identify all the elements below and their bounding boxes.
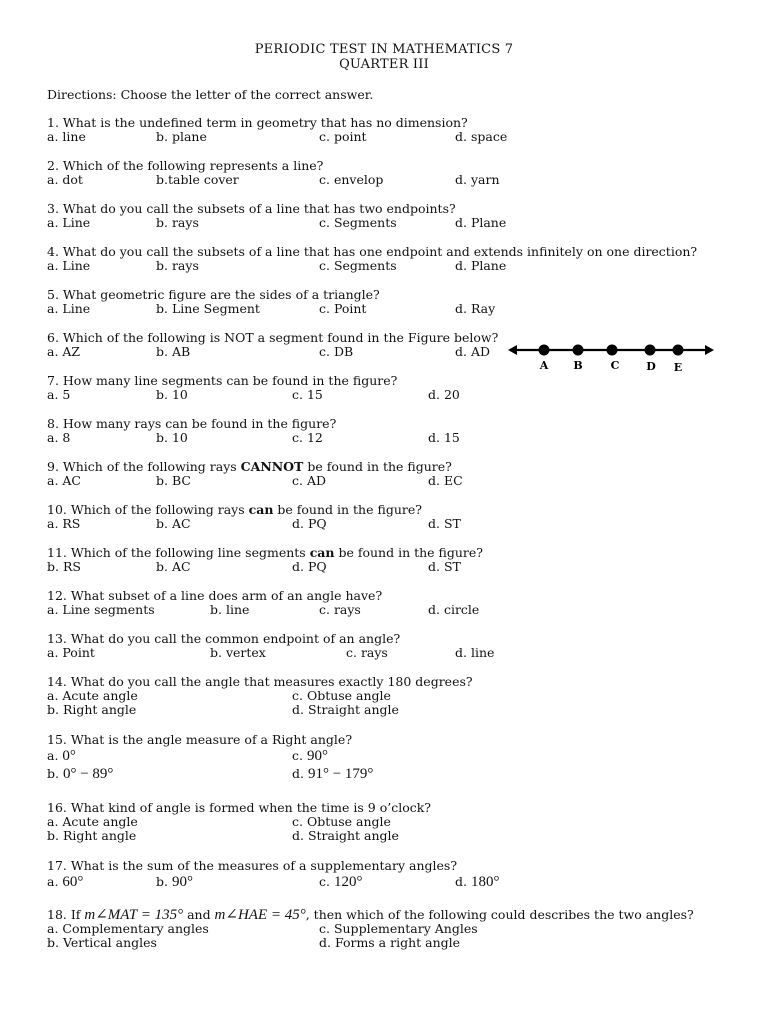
option-letter: b. bbox=[47, 766, 59, 781]
option-c: c. AD bbox=[292, 473, 326, 488]
question-10 bbox=[47, 502, 461, 531]
option-b: b. Right angle bbox=[47, 828, 137, 843]
option-b: b. 10 bbox=[156, 430, 188, 445]
directions: Directions: Choose the letter of the correct answer. bbox=[47, 87, 374, 102]
question-stem: 4. What do you call the subsets of a line that has one endpoint and extends infinitely on one direction? bbox=[47, 244, 698, 259]
question-stem: 13. What do you call the common endpoint of an angle? bbox=[47, 631, 401, 646]
question-12 bbox=[47, 588, 480, 617]
stem-text: 11. Which of the following line segments bbox=[47, 545, 310, 560]
stem-emphasis: CANNOT bbox=[240, 459, 304, 474]
option-letter: c. bbox=[292, 748, 303, 763]
option-d: d. 20 bbox=[428, 387, 460, 402]
option-letter: a. bbox=[47, 874, 59, 889]
question-14 bbox=[47, 675, 473, 717]
question-1 bbox=[47, 115, 508, 144]
option-a: a. Point bbox=[47, 645, 95, 660]
test-title: PERIODIC TEST IN MATHEMATICS 7 bbox=[254, 42, 514, 57]
option-a: a. RS bbox=[47, 516, 81, 531]
option-d: d. Straight angle bbox=[292, 828, 399, 843]
option-c: c. Segments bbox=[319, 215, 397, 230]
option-b: b. BC bbox=[156, 473, 191, 488]
question-stem: 1. What is the undefined term in geometry that has no dimension? bbox=[47, 115, 468, 130]
question-stem: 6. Which of the following is NOT a segment found in the Figure below? bbox=[47, 330, 499, 345]
question-stem: 8. How many rays can be found in the figure? bbox=[47, 416, 337, 431]
question-11 bbox=[47, 546, 483, 574]
option-c: c. Supplementary Angles bbox=[319, 921, 478, 936]
question-13 bbox=[47, 631, 495, 660]
option-c: d. PQ bbox=[292, 516, 327, 531]
quarter-subtitle: QUARTER III bbox=[339, 57, 429, 72]
question-stem: 17. What is the sum of the measures of a supplementary angles? bbox=[47, 858, 458, 873]
option-c: c. 12 bbox=[292, 430, 323, 445]
question-stem: 12. What subset of a line does arm of an angle have? bbox=[47, 588, 383, 603]
option-c: d. PQ bbox=[292, 559, 327, 574]
question-stem: 3. What do you call the subsets of a line that has two endpoints? bbox=[47, 201, 456, 216]
option-d: d. yarn bbox=[455, 172, 500, 187]
option-d: d. AD bbox=[455, 344, 490, 359]
math-expression: m∠HAE = 45° bbox=[214, 907, 306, 923]
question-stem bbox=[47, 503, 422, 517]
option-b: b. Vertical angles bbox=[47, 935, 157, 950]
question-16 bbox=[47, 801, 431, 843]
question-7 bbox=[47, 373, 460, 402]
option-letter: b. bbox=[156, 874, 168, 889]
option-c: c. Obtuse angle bbox=[292, 814, 391, 829]
option-c: c. point bbox=[319, 129, 367, 144]
option-letter: c. bbox=[319, 874, 330, 889]
question-2 bbox=[47, 158, 500, 187]
option-value: 180° bbox=[470, 874, 500, 890]
option-d: d. EC bbox=[428, 473, 463, 488]
question-stem: 14. What do you call the angle that measures exactly 180 degrees? bbox=[47, 674, 473, 689]
point-a-dot bbox=[539, 345, 550, 356]
option-d: d. space bbox=[455, 129, 508, 144]
option-d: d. Plane bbox=[455, 215, 507, 230]
option-c bbox=[292, 749, 328, 763]
point-d-label: D bbox=[646, 360, 656, 373]
option-b: b. AC bbox=[156, 516, 191, 531]
option-value: 0° bbox=[62, 748, 76, 764]
option-a: a. Line bbox=[47, 258, 91, 273]
option-value: 91° − 179° bbox=[307, 766, 374, 782]
point-c-label: C bbox=[610, 359, 620, 372]
question-6 bbox=[47, 331, 498, 359]
stem-text: 18. If bbox=[47, 907, 85, 922]
option-b bbox=[156, 875, 193, 889]
option-b: b. rays bbox=[156, 258, 199, 273]
line-figure bbox=[506, 338, 716, 378]
option-b: b. line bbox=[210, 602, 250, 617]
point-e-dot bbox=[673, 345, 684, 356]
option-c: c. 15 bbox=[292, 387, 323, 402]
option-c: c. envelop bbox=[319, 172, 384, 187]
option-a: a. Line bbox=[47, 301, 91, 316]
question-stem: 16. What kind of angle is formed when the time is 9 o’clock? bbox=[47, 800, 432, 815]
option-d: d. line bbox=[455, 645, 495, 660]
option-a: a. AZ bbox=[47, 344, 81, 359]
option-a: a. 8 bbox=[47, 430, 71, 445]
stem-emphasis: can bbox=[248, 502, 274, 517]
point-c-dot bbox=[607, 345, 618, 356]
question-stem bbox=[47, 908, 694, 922]
question-stem: 7. How many line segments can be found in the figure? bbox=[47, 373, 398, 388]
option-c bbox=[319, 875, 362, 889]
stem-text: 9. Which of the following rays bbox=[47, 459, 241, 474]
option-d: d. Straight angle bbox=[292, 702, 399, 717]
option-d: d. ST bbox=[428, 516, 461, 531]
option-a bbox=[47, 749, 76, 763]
option-c: c. Obtuse angle bbox=[292, 688, 391, 703]
stem-emphasis: can bbox=[309, 545, 335, 560]
option-b bbox=[47, 767, 113, 781]
stem-text: and bbox=[183, 907, 215, 922]
option-d bbox=[292, 767, 373, 781]
option-b: b. AB bbox=[156, 344, 191, 359]
option-value: 0° − 89° bbox=[62, 766, 114, 782]
option-value: 60° bbox=[62, 874, 84, 890]
option-value: 120° bbox=[333, 874, 363, 890]
stem-text: be found in the figure? bbox=[303, 459, 452, 474]
point-b-label: B bbox=[573, 359, 583, 372]
option-a: a. Complementary angles bbox=[47, 921, 209, 936]
question-stem: 2. Which of the following represents a line? bbox=[47, 158, 324, 173]
question-4 bbox=[47, 245, 697, 273]
question-stem: 5. What geometric figure are the sides of a triangle? bbox=[47, 287, 380, 302]
option-b: b. plane bbox=[156, 129, 207, 144]
option-value: 90° bbox=[306, 748, 328, 764]
point-b-dot bbox=[573, 345, 584, 356]
option-b: b. vertex bbox=[210, 645, 266, 660]
question-18 bbox=[47, 908, 694, 950]
option-d: d. Plane bbox=[455, 258, 507, 273]
option-c: c. rays bbox=[346, 645, 388, 660]
point-e-label: E bbox=[673, 361, 683, 374]
question-9 bbox=[47, 459, 463, 488]
option-d: d. Ray bbox=[455, 301, 496, 316]
stem-text: 10. Which of the following rays bbox=[47, 502, 249, 517]
question-stem bbox=[47, 460, 452, 474]
option-a: a. line bbox=[47, 129, 86, 144]
option-b: b.table cover bbox=[156, 172, 239, 187]
option-b: b. Right angle bbox=[47, 702, 137, 717]
option-letter: d. bbox=[292, 766, 304, 781]
option-a: a. dot bbox=[47, 172, 83, 187]
option-a: a. AC bbox=[47, 473, 81, 488]
option-value: 90° bbox=[171, 874, 193, 890]
option-letter: a. bbox=[47, 748, 59, 763]
question-3 bbox=[47, 201, 507, 230]
option-a: a. Acute angle bbox=[47, 688, 138, 703]
option-b: b. rays bbox=[156, 215, 199, 230]
option-b: b. AC bbox=[156, 559, 191, 574]
option-b: b. Line Segment bbox=[156, 301, 260, 316]
option-b: b. 10 bbox=[156, 387, 188, 402]
question-stem bbox=[47, 546, 483, 560]
option-c: c. DB bbox=[319, 344, 354, 359]
option-a: a. Line bbox=[47, 215, 91, 230]
option-a bbox=[47, 875, 83, 889]
question-stem: 15. What is the angle measure of a Right angle? bbox=[47, 732, 353, 747]
math-expression: m∠MAT = 135° bbox=[84, 907, 184, 923]
question-17 bbox=[47, 858, 500, 893]
option-a: a. 5 bbox=[47, 387, 71, 402]
option-c: c. Segments bbox=[319, 258, 397, 273]
option-a: a. Acute angle bbox=[47, 814, 138, 829]
point-d-dot bbox=[645, 345, 656, 356]
option-d: d. 15 bbox=[428, 430, 460, 445]
question-8 bbox=[47, 416, 460, 445]
stem-text: be found in the figure? bbox=[273, 502, 422, 517]
option-d: d. circle bbox=[428, 602, 480, 617]
point-a-label: A bbox=[539, 359, 549, 372]
stem-text: be found in the figure? bbox=[334, 545, 484, 560]
option-d: d. ST bbox=[428, 559, 461, 574]
option-letter: d. bbox=[455, 874, 467, 889]
option-d bbox=[455, 875, 499, 889]
option-d: d. Forms a right angle bbox=[319, 935, 461, 950]
question-15 bbox=[47, 732, 374, 783]
option-c: c. Point bbox=[319, 301, 367, 316]
question-5 bbox=[47, 287, 496, 316]
option-c: c. rays bbox=[319, 602, 361, 617]
option-a: b. RS bbox=[47, 559, 81, 574]
stem-text: , then which of the following could describes the two angles? bbox=[305, 907, 694, 922]
option-a: a. Line segments bbox=[47, 602, 155, 617]
